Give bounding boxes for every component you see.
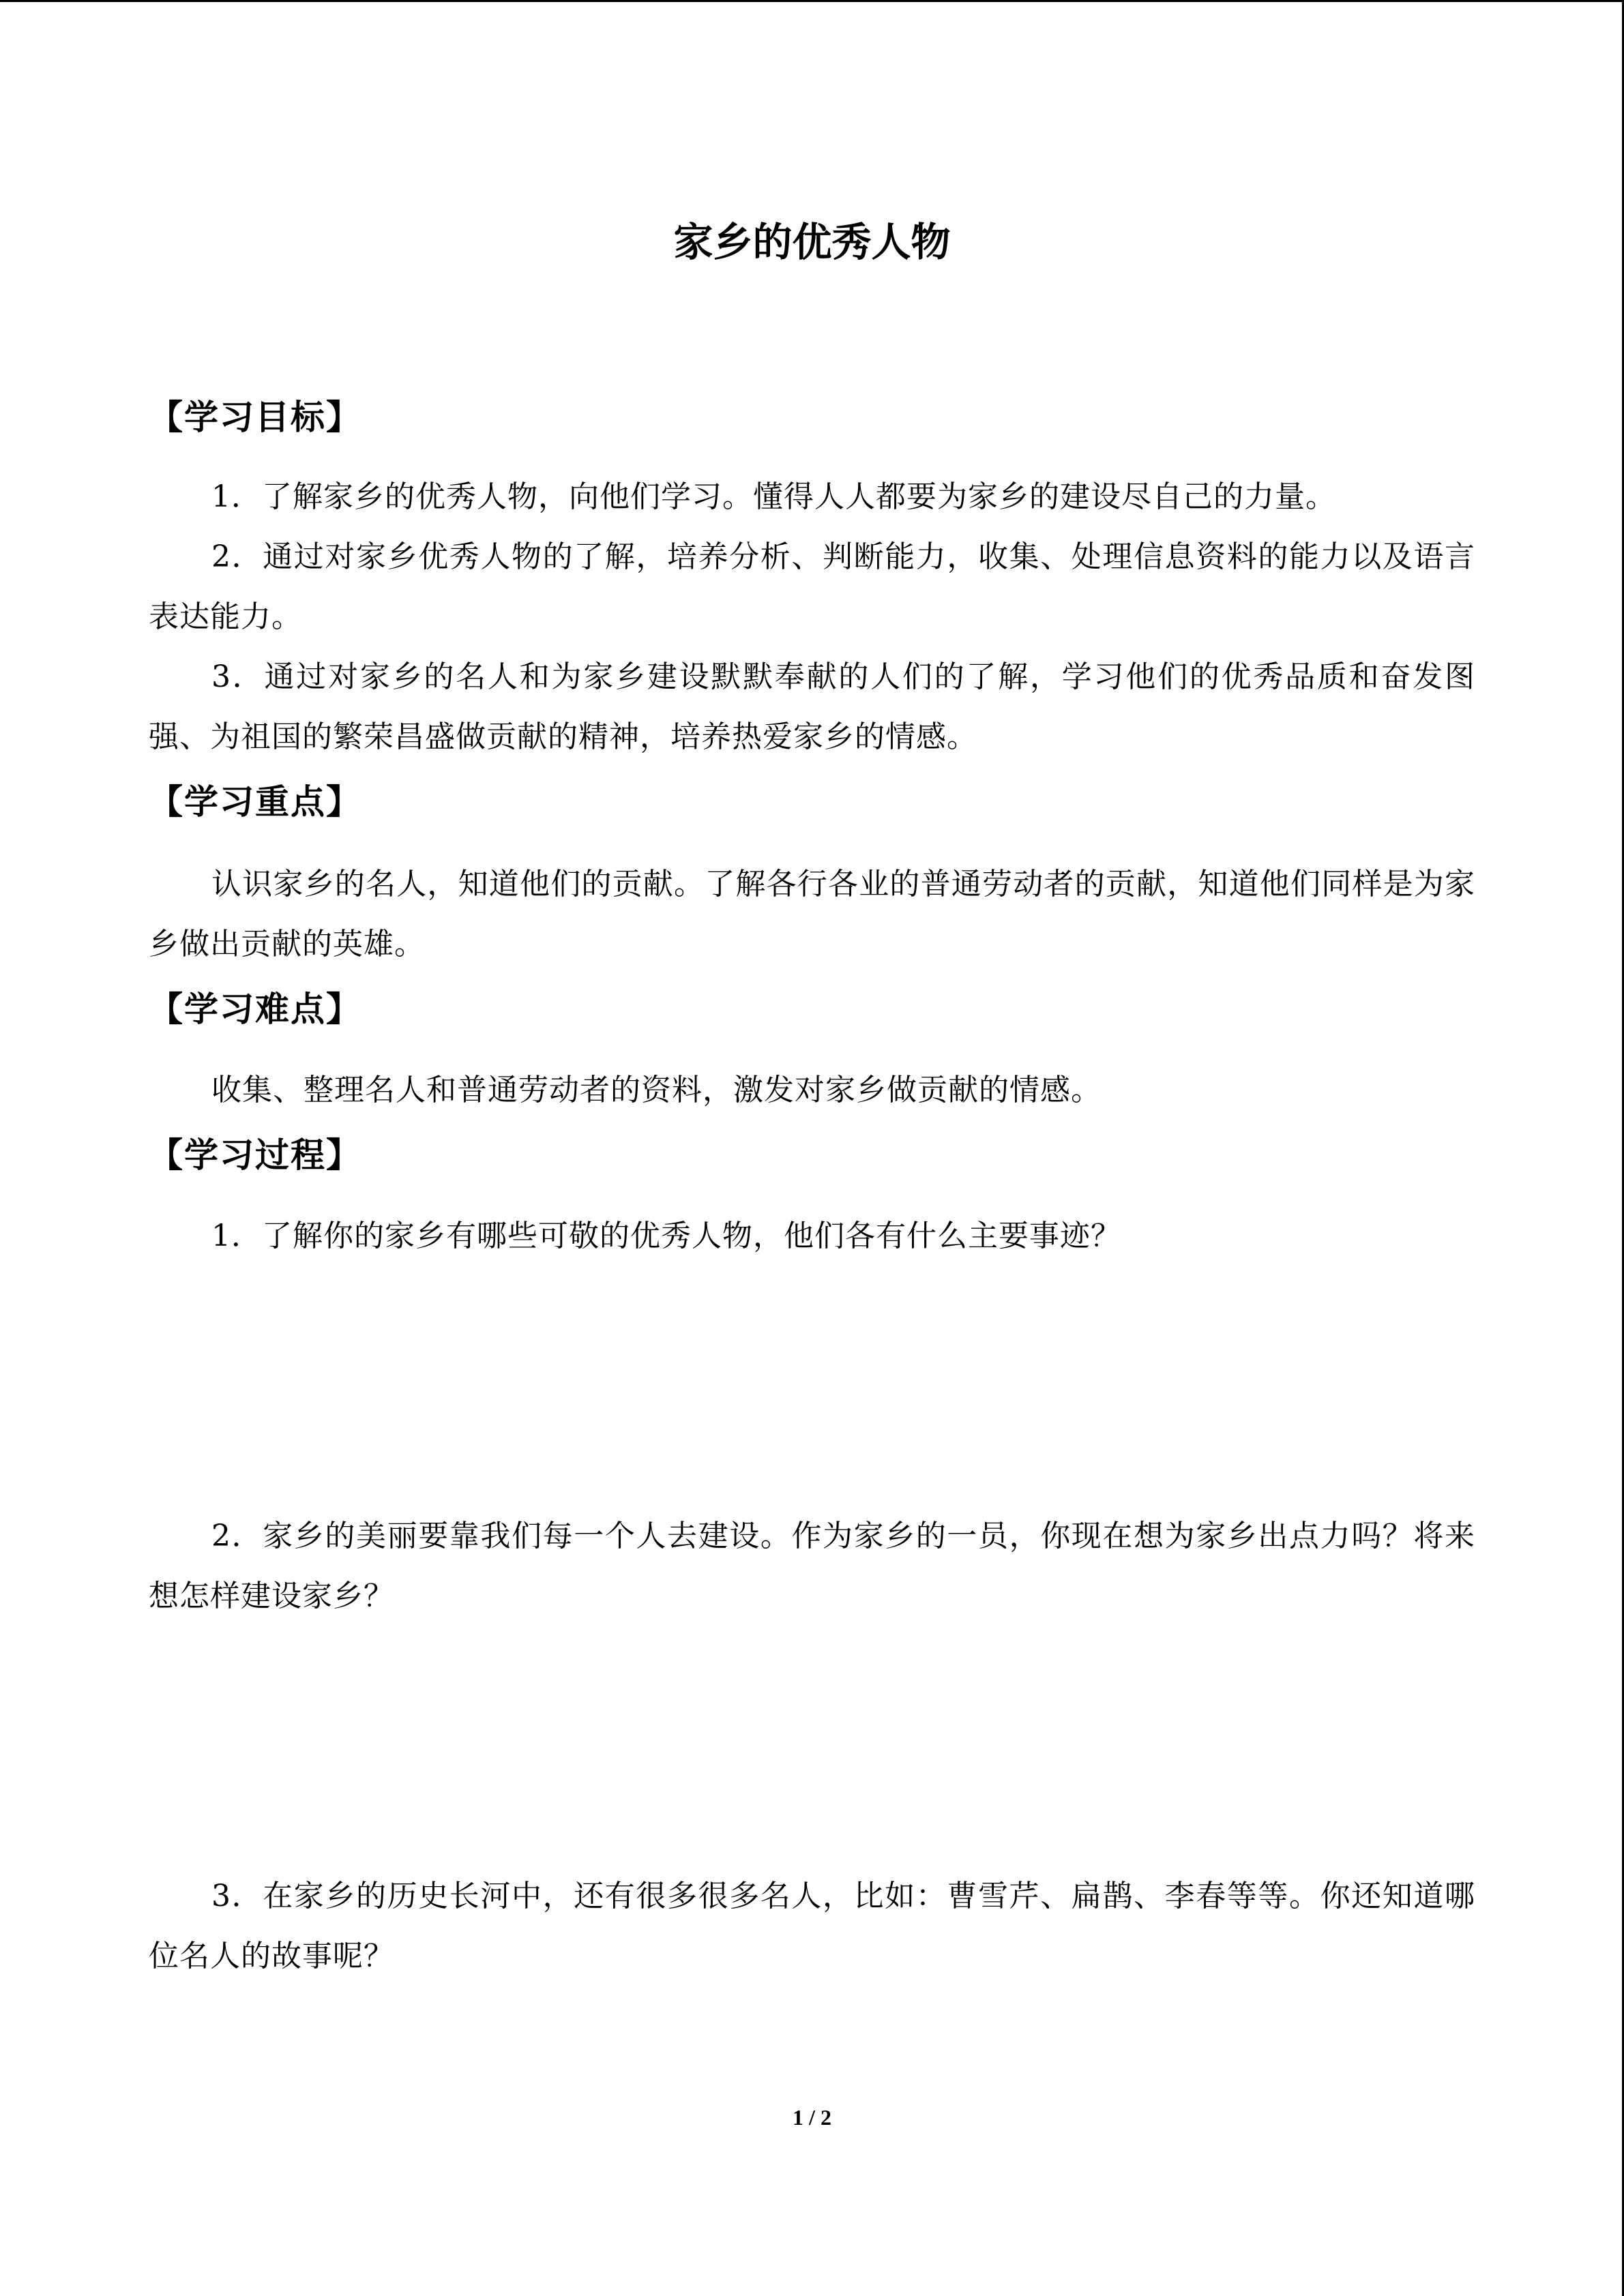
process-question-1: 1．了解你的家乡有哪些可敬的优秀人物，他们各有什么主要事迹？ xyxy=(211,1219,1121,1253)
objective-3: 3．通过对家乡的名人和为家乡建设默默奉献的人们的了解，学习他们的优秀品质和奋发图强、为祖国的繁荣昌盛做贡献的精神，培养热爱家乡的情感。 xyxy=(149,659,1475,754)
page-title: 家乡的优秀人物 xyxy=(673,219,951,265)
section-heading-objectives: 【学习目标】 xyxy=(149,398,361,437)
section-heading-difficulties: 【学习难点】 xyxy=(149,989,361,1029)
section-heading-key-points: 【学习重点】 xyxy=(149,782,361,822)
process-question-2: 2．家乡的美丽要靠我们每一个人去建设。作为家乡的一员，你现在想为家乡出点力吗？将来想怎样建设家乡？ xyxy=(149,1519,1475,1613)
objective-2: 2．通过对家乡优秀人物的了解，培养分析、判断能力，收集、处理信息资料的能力以及语言表达能力。 xyxy=(149,539,1475,634)
page-number: 1 / 2 xyxy=(793,2105,831,2130)
difficulties-text: 收集、整理名人和普通劳动者的资料，激发对家乡做贡献的情感。 xyxy=(211,1073,1102,1107)
section-heading-process: 【学习过程】 xyxy=(149,1135,361,1175)
objective-1: 1．了解家乡的优秀人物，向他们学习。懂得人人都要为家乡的建设尽自己的力量。 xyxy=(211,479,1336,514)
key-points-text: 认识家乡的名人，知道他们的贡献。了解各行各业的普通劳动者的贡献，知道他们同样是为家乡做出贡献的英雄。 xyxy=(149,867,1475,961)
process-question-3: 3．在家乡的历史长河中，还有很多很多名人，比如：曹雪芹、扁鹊、李春等等。你还知道哪位名人的故事呢？ xyxy=(149,1879,1475,1973)
